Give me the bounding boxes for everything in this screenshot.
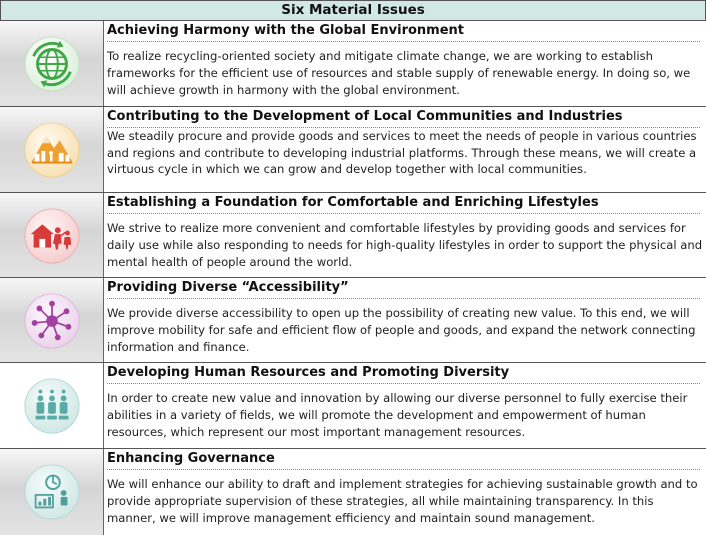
issue-body: We strive to realize more convenient and comfortable lifestyles by providing goods and services for daily use while also responding to needs for high-quality lifestyles in order to support the physical and mental health of people around the world. xyxy=(107,221,703,269)
icon-cell xyxy=(0,193,104,278)
table-header: Six Material Issues xyxy=(0,0,706,21)
issue-body: We will enhance our ability to draft and implement strategies for achieving sustainable growth and to provide appropriate supervision of these strategies, all while maintaining transparency. In this manner, we will improve management efficiency and maintain sound management. xyxy=(107,477,698,525)
text-cell xyxy=(105,21,706,107)
globe-recycle-icon xyxy=(23,35,81,93)
issue-row-human-resources xyxy=(0,363,706,449)
icon-cell xyxy=(0,107,104,193)
icon-cell xyxy=(0,449,104,535)
issue-title: Contributing to the Development of Local Communities and Industries xyxy=(107,109,700,128)
issue-body: We steadily procure and provide goods and services to meet the needs of people in various countries and regions and contribute to developing industrial platforms. Through these means, we will create a virtuous cycle in which we can grow and develop together with local communities. xyxy=(107,129,697,176)
issue-title: Achieving Harmony with the Global Environment xyxy=(107,23,700,42)
issue-body: In order to create new value and innovation by allowing our diverse personnel to fully exercise their abilities in a variety of fields, we will promote the development and empowerment of human resources, which represent our most important management resources. xyxy=(107,391,688,439)
issue-body: We provide diverse accessibility to open up the possibility of creating new value. To this end, we will improve mobility for safe and efficient flow of people and goods, and expand the network connecting information and finance. xyxy=(107,306,696,354)
issue-row-governance xyxy=(0,449,706,535)
icon-cell xyxy=(0,278,104,363)
issue-title: Providing Diverse “Accessibility” xyxy=(107,280,700,299)
text-cell xyxy=(105,449,706,535)
issue-title: Enhancing Governance xyxy=(107,451,700,470)
network-hub-icon xyxy=(23,292,81,350)
text-cell xyxy=(105,278,706,363)
text-cell xyxy=(105,363,706,449)
issue-title: Establishing a Foundation for Comfortable and Enriching Lifestyles xyxy=(107,195,700,214)
issue-row-environment xyxy=(0,21,706,107)
community-mountain-icon xyxy=(23,121,81,179)
family-home-icon xyxy=(23,207,81,265)
icon-cell xyxy=(0,363,104,449)
text-cell xyxy=(105,193,706,278)
icon-cell xyxy=(0,21,104,107)
issue-title: Developing Human Resources and Promoting Diversity xyxy=(107,365,700,384)
issue-row-lifestyles xyxy=(0,193,706,278)
issue-row-communities xyxy=(0,107,706,193)
diverse-people-icon xyxy=(23,377,81,435)
text-cell xyxy=(105,107,706,193)
issue-row-accessibility xyxy=(0,278,706,363)
issue-body: To realize recycling-oriented society and mitigate climate change, we are working to establish frameworks for the efficient use of resources and stable supply of renewable energy. In doing so, we will achieve growth in harmony with the global environment. xyxy=(107,49,691,97)
governance-meeting-icon xyxy=(23,463,81,521)
